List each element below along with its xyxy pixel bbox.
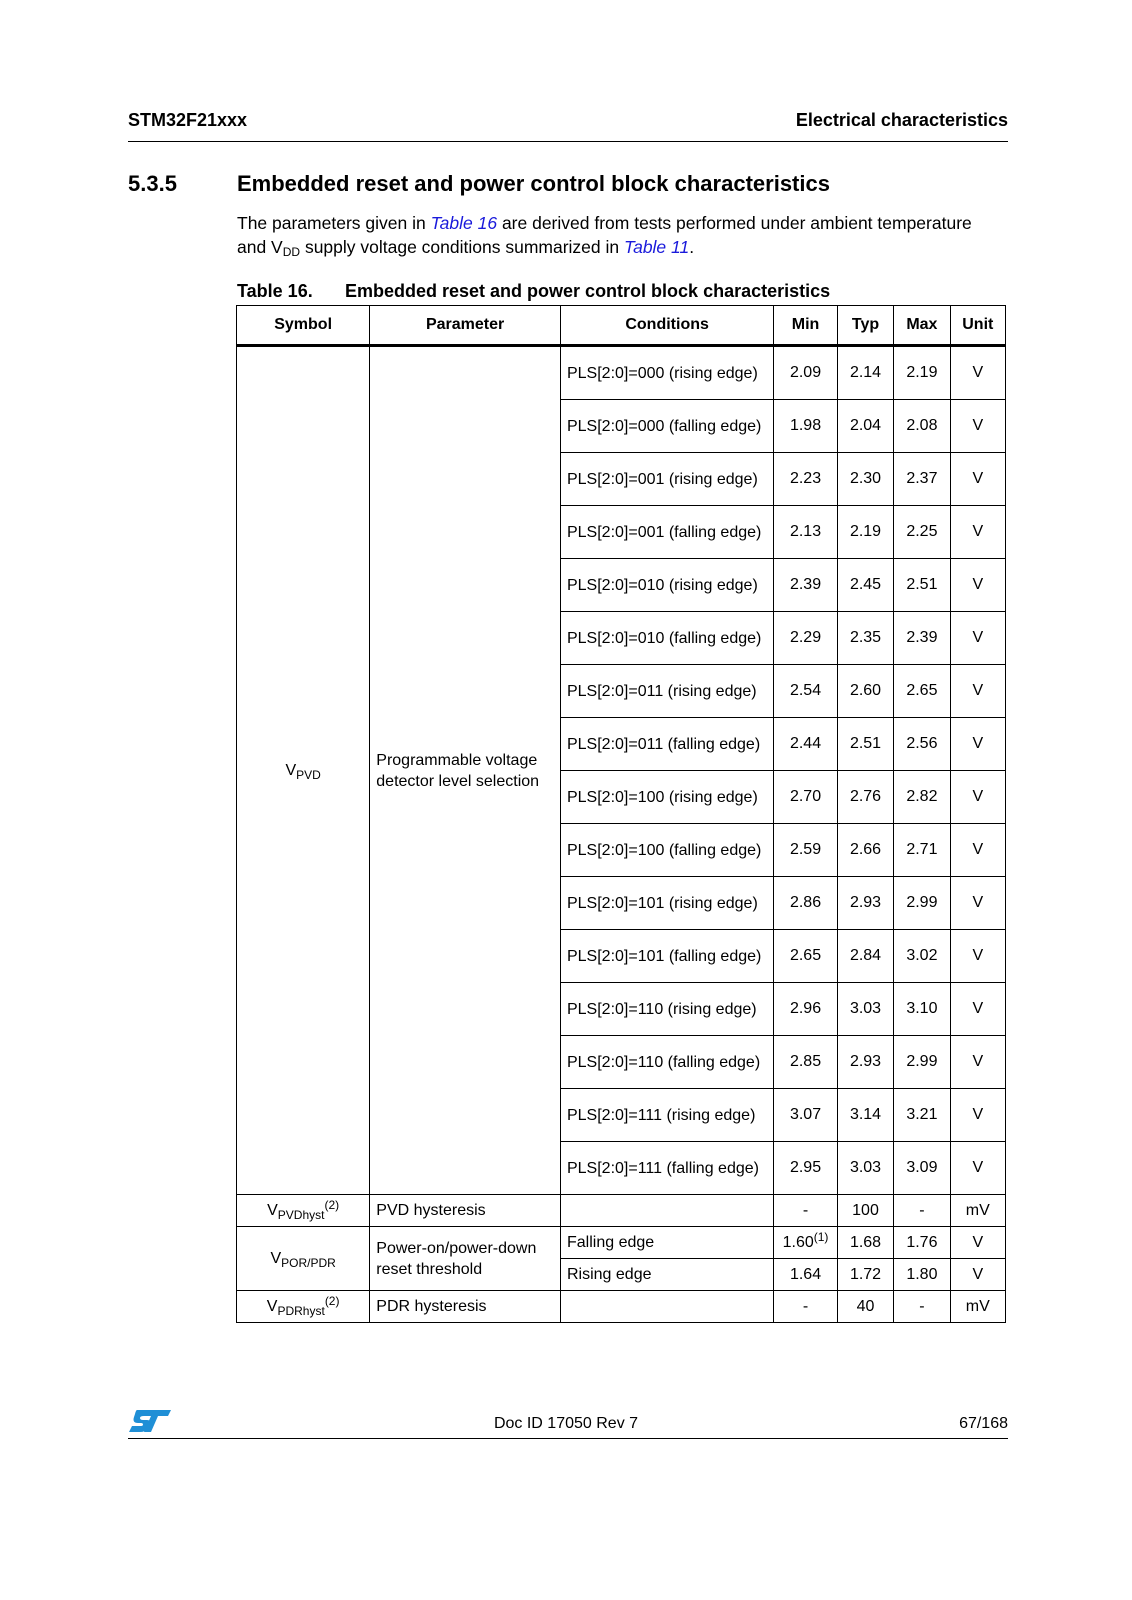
condition-cell: PLS[2:0]=110 (falling edge) [560, 1036, 773, 1089]
condition-cell: PLS[2:0]=010 (falling edge) [560, 612, 773, 665]
min-cell [774, 771, 838, 824]
header-rule [128, 141, 1008, 142]
typ-cell: 3.03 [837, 1142, 893, 1195]
min-value: 2.44 [789, 735, 822, 752]
min-value: 2.59 [789, 841, 822, 858]
column-header: Parameter [370, 306, 561, 346]
min-cell [774, 824, 838, 877]
typ-cell: 2.19 [837, 506, 893, 559]
min-cell [774, 1195, 838, 1227]
max-cell: 2.71 [894, 824, 950, 877]
table-row [237, 1227, 1006, 1259]
symbol-text: V [270, 1249, 282, 1267]
min-cell [774, 1227, 838, 1259]
unit-cell: mV [950, 1195, 1005, 1227]
min-value: 2.39 [789, 576, 822, 593]
max-cell: 2.99 [894, 1036, 950, 1089]
min-cell [774, 453, 838, 506]
max-cell: 3.02 [894, 930, 950, 983]
max-cell: - [894, 1195, 950, 1227]
max-cell: 2.56 [894, 718, 950, 771]
max-cell: 2.65 [894, 665, 950, 718]
parameter-cell: Power-on/power-down reset threshold [370, 1227, 561, 1291]
symbol-cell [237, 1195, 370, 1227]
max-cell: 3.10 [894, 983, 950, 1036]
table-row [237, 1195, 1006, 1227]
unit-cell: V [950, 824, 1005, 877]
column-header: Min [774, 306, 838, 346]
min-value: - [802, 1201, 809, 1219]
min-cell [774, 559, 838, 612]
intro-text: The parameters given in [237, 213, 431, 233]
section-title: Embedded reset and power control block characteristics [237, 171, 830, 196]
intro-text: supply voltage conditions summarized in [300, 237, 624, 257]
table-row [237, 1291, 1006, 1323]
condition-cell: PLS[2:0]=100 (rising edge) [560, 771, 773, 824]
min-value: 2.86 [789, 894, 822, 911]
condition-cell: PLS[2:0]=011 (rising edge) [560, 665, 773, 718]
unit-cell: V [950, 506, 1005, 559]
min-cell [774, 506, 838, 559]
min-value: 2.13 [789, 523, 822, 540]
parameter-cell: PDR hysteresis [370, 1291, 561, 1323]
max-cell: 1.80 [894, 1259, 950, 1291]
symbol-text: V [267, 1201, 278, 1219]
typ-cell: 1.72 [837, 1259, 893, 1291]
intro-text: are derived from tests performed under ambient temperature and V [237, 213, 972, 257]
running-header-chapter: Electrical characteristics [795, 110, 1008, 130]
unit-cell: V [950, 400, 1005, 453]
table-label: Table 16. [237, 281, 313, 301]
min-cell [774, 930, 838, 983]
footer-page-number: 67/168 [959, 1415, 1008, 1432]
unit-cell: V [950, 1259, 1005, 1291]
min-cell [774, 665, 838, 718]
min-value: 2.95 [789, 1159, 822, 1176]
condition-cell: PLS[2:0]=010 (rising edge) [560, 559, 773, 612]
condition-cell [560, 1291, 773, 1323]
condition-cell: PLS[2:0]=111 (falling edge) [560, 1142, 773, 1195]
min-value: - [802, 1297, 809, 1315]
table-11-link[interactable]: Table 11 [624, 237, 690, 257]
symbol-cell [237, 1227, 370, 1291]
condition-cell: PLS[2:0]=111 (rising edge) [560, 1089, 773, 1142]
max-cell: 2.37 [894, 453, 950, 506]
min-cell [774, 983, 838, 1036]
symbol-cell [237, 346, 370, 1195]
min-cell [774, 1291, 838, 1323]
unit-cell: mV [950, 1291, 1005, 1323]
condition-cell [560, 1195, 773, 1227]
unit-cell: V [950, 559, 1005, 612]
min-value: 2.65 [789, 947, 822, 964]
unit-cell: V [950, 771, 1005, 824]
section-number: 5.3.5 [128, 171, 177, 196]
typ-cell: 2.45 [837, 559, 893, 612]
unit-cell: V [950, 1142, 1005, 1195]
min-cell [774, 1142, 838, 1195]
max-cell: 2.19 [894, 346, 950, 400]
intro-paragraph [237, 211, 997, 259]
typ-cell: 2.60 [837, 665, 893, 718]
min-cell [774, 400, 838, 453]
typ-cell: 2.93 [837, 877, 893, 930]
typ-cell: 2.84 [837, 930, 893, 983]
typ-cell: 2.76 [837, 771, 893, 824]
unit-cell: V [950, 877, 1005, 930]
condition-cell: PLS[2:0]=011 (falling edge) [560, 718, 773, 771]
condition-cell: PLS[2:0]=101 (falling edge) [560, 930, 773, 983]
unit-cell: V [950, 983, 1005, 1036]
table-body [237, 346, 1006, 1323]
footer-rule [128, 1438, 1008, 1439]
typ-cell: 2.30 [837, 453, 893, 506]
table-header-row [237, 306, 1006, 346]
unit-cell: V [950, 930, 1005, 983]
unit-cell: V [950, 665, 1005, 718]
symbol-text: V [285, 761, 297, 779]
max-cell: 2.25 [894, 506, 950, 559]
max-cell: 2.82 [894, 771, 950, 824]
condition-cell: PLS[2:0]=100 (falling edge) [560, 824, 773, 877]
min-cell [774, 877, 838, 930]
min-value: 2.96 [789, 1000, 822, 1017]
column-header: Max [894, 306, 950, 346]
min-cell [774, 1036, 838, 1089]
symbol-cell [237, 1291, 370, 1323]
max-cell: 2.39 [894, 612, 950, 665]
typ-cell: 2.04 [837, 400, 893, 453]
min-value: 2.85 [789, 1053, 822, 1070]
unit-cell: V [950, 1227, 1005, 1259]
max-cell: 2.51 [894, 559, 950, 612]
min-value: 3.07 [789, 1106, 822, 1123]
max-cell: 3.21 [894, 1089, 950, 1142]
characteristics-table [236, 305, 1006, 1323]
min-cell [774, 1089, 838, 1142]
unit-cell: V [950, 718, 1005, 771]
condition-cell: Rising edge [560, 1259, 773, 1291]
typ-cell: 100 [837, 1195, 893, 1227]
symbol-subscript: PVDhyst [277, 1207, 325, 1222]
symbol-subscript: PDRhyst [277, 1303, 325, 1318]
min-value: 2.23 [789, 470, 822, 487]
condition-cell: PLS[2:0]=001 (rising edge) [560, 453, 773, 506]
column-header: Unit [950, 306, 1005, 346]
column-header: Symbol [237, 306, 370, 346]
min-value: 2.29 [789, 629, 822, 646]
parameter-cell: PVD hysteresis [370, 1195, 561, 1227]
footnote-marker: (2) [324, 1293, 340, 1308]
parameter-cell: Programmable voltage detector level selection [370, 346, 561, 1195]
intro-text: . [689, 237, 695, 257]
symbol-subscript: PVD [296, 767, 321, 782]
min-cell [774, 718, 838, 771]
condition-cell: PLS[2:0]=001 (falling edge) [560, 506, 773, 559]
min-cell: 2.09 [774, 346, 838, 400]
min-value: 1.98 [789, 417, 822, 434]
column-header: Conditions [560, 306, 773, 346]
table-16-link[interactable]: Table 16 [430, 213, 498, 233]
unit-cell: V [950, 1089, 1005, 1142]
typ-cell: 2.51 [837, 718, 893, 771]
typ-cell: 40 [837, 1291, 893, 1323]
min-value: 1.64 [789, 1265, 822, 1283]
condition-cell: PLS[2:0]=000 (rising edge) [560, 346, 773, 400]
min-cell [774, 1259, 838, 1291]
table-caption [237, 281, 831, 302]
min-cell [774, 612, 838, 665]
unit-cell: V [950, 612, 1005, 665]
unit-cell: V [950, 346, 1005, 400]
table-row [237, 346, 1006, 400]
symbol-text: V [266, 1297, 278, 1315]
condition-cell: PLS[2:0]=000 (falling edge) [560, 400, 773, 453]
unit-cell: V [950, 1036, 1005, 1089]
max-cell: - [894, 1291, 950, 1323]
max-cell: 3.09 [894, 1142, 950, 1195]
min-value: 2.54 [789, 682, 822, 699]
footnote-marker: (1) [813, 1229, 829, 1244]
symbol-subscript: POR/PDR [281, 1255, 336, 1270]
column-header: Typ [837, 306, 893, 346]
typ-cell: 3.14 [837, 1089, 893, 1142]
min-value: 1.60 [782, 1233, 814, 1251]
footnote-marker: (2) [324, 1197, 340, 1212]
condition-cell: PLS[2:0]=101 (rising edge) [560, 877, 773, 930]
footer-doc-id: Doc ID 17050 Rev 7 [493, 1415, 639, 1432]
table-title: Embedded reset and power control block characteristics [345, 281, 831, 301]
typ-cell: 2.93 [837, 1036, 893, 1089]
condition-cell: Falling edge [560, 1227, 773, 1259]
min-value: 2.70 [789, 788, 822, 805]
typ-cell: 2.66 [837, 824, 893, 877]
running-header-product: STM32F21xxx [128, 110, 248, 130]
max-cell: 2.08 [894, 400, 950, 453]
unit-cell: V [950, 453, 1005, 506]
condition-cell: PLS[2:0]=110 (rising edge) [560, 983, 773, 1036]
max-cell: 1.76 [894, 1227, 950, 1259]
typ-cell: 2.14 [837, 346, 893, 400]
typ-cell: 1.68 [837, 1227, 893, 1259]
vdd-subscript: DD [282, 245, 301, 259]
typ-cell: 3.03 [837, 983, 893, 1036]
max-cell: 2.99 [894, 877, 950, 930]
typ-cell: 2.35 [837, 612, 893, 665]
